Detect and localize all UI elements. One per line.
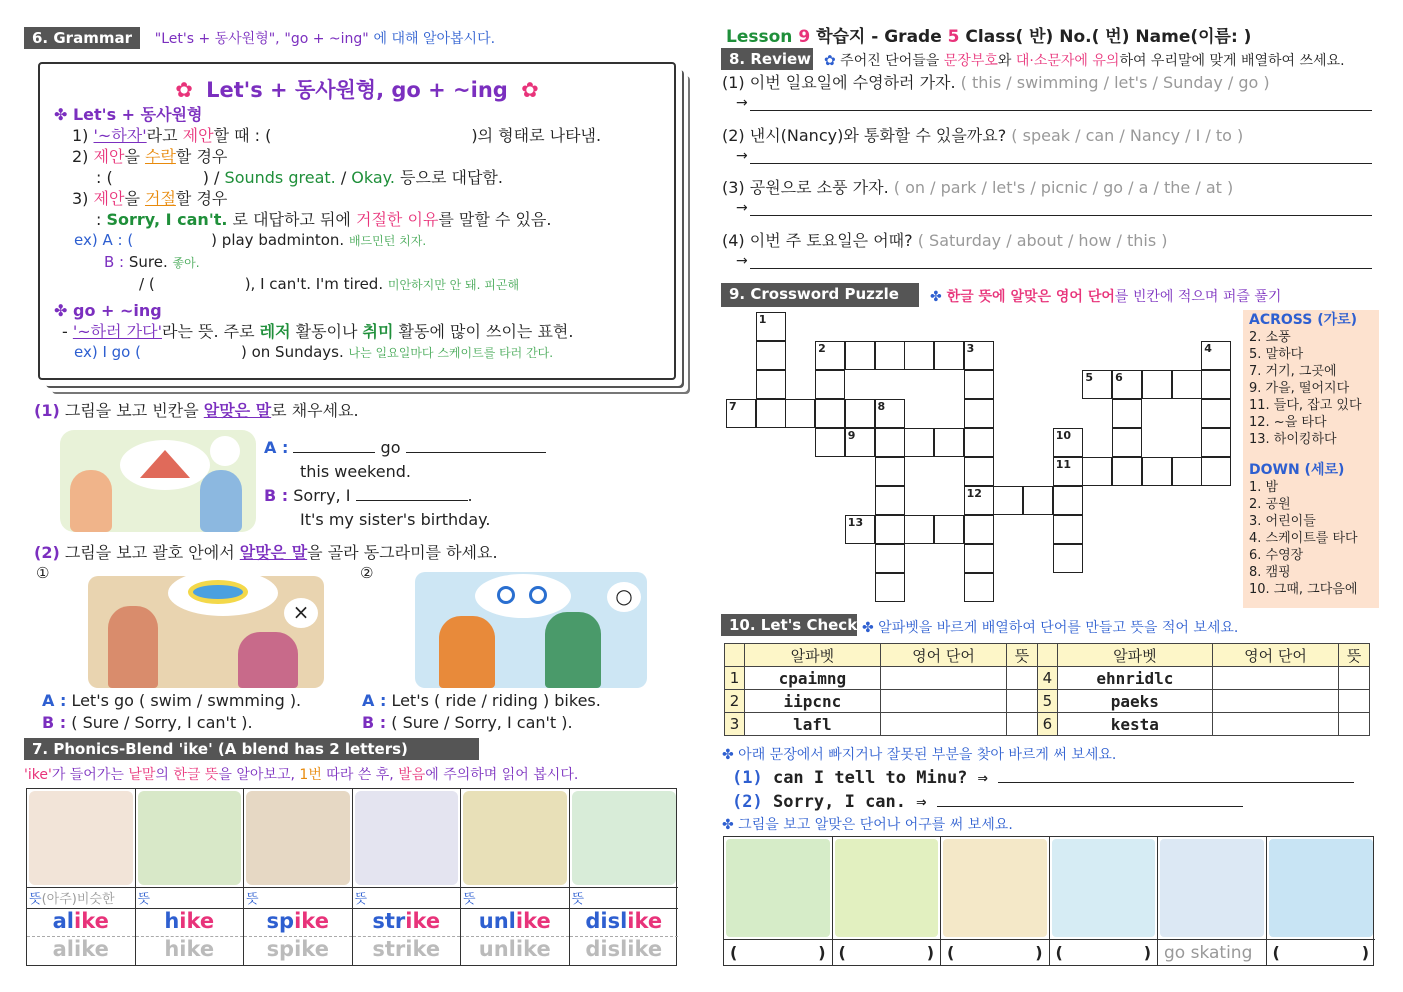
phonics-table bbox=[26, 788, 677, 966]
subtitle-lets: ✤ Let's + 동사원형 bbox=[54, 105, 203, 124]
phonics-label: 7. Phonics-Blend 'ike' (A blend has 2 letters) bbox=[24, 738, 479, 760]
crossword-cell[interactable] bbox=[875, 428, 905, 457]
phonics-instruction: 'ike'가 들어가는 낱말의 한글 뜻을 알아보고, 1번 따라 쓴 후, 발음에 주의하며 읽어 봅시다. bbox=[24, 767, 579, 783]
worksheet-header: Lesson 9 학습지 - Grade 5 Class( 반) No.( 번) Name(이름: ) bbox=[726, 27, 1252, 47]
q1-blank-2[interactable] bbox=[406, 452, 546, 453]
x-mark-icon: × bbox=[284, 598, 318, 628]
crossword-cell-13[interactable]: 13 bbox=[845, 515, 875, 544]
fix-answer-2[interactable] bbox=[937, 806, 1243, 807]
crossword-cell[interactable] bbox=[756, 399, 786, 428]
activity-picture bbox=[1052, 839, 1156, 937]
across-clue: 11. 들다, 잡고 있다 bbox=[1249, 398, 1362, 413]
fix-items: (1) can I tell to Minu? ⇒ (2) Sorry, I can. ⇒ bbox=[732, 766, 1354, 814]
row-number: 5 bbox=[1037, 690, 1057, 713]
grammar-label: 6. Grammar bbox=[24, 27, 140, 49]
crossword-cell[interactable] bbox=[1201, 457, 1231, 486]
scrambled-word: ehnridlc bbox=[1057, 667, 1212, 690]
across-clue: 12. ~을 타다 bbox=[1249, 415, 1327, 430]
crossword-cell[interactable] bbox=[904, 515, 934, 544]
fix-instruction: ✤ 아래 문장에서 빠지거나 잘못된 부분을 찾아 바르게 써 보세요. bbox=[722, 747, 1117, 763]
picture-instruction: ✤ 그림을 보고 알맞은 단어나 어구를 써 보세요. bbox=[722, 817, 1013, 833]
review-item-3: (3) 공원으로 소풍 가자. ( on / park / let's / picnic / go / a / the / at ) → bbox=[722, 175, 1372, 228]
across-clue: 2. 소풍 bbox=[1249, 330, 1291, 345]
meaning-box[interactable] bbox=[461, 887, 569, 909]
meaning-answer[interactable] bbox=[1007, 667, 1038, 690]
phonics-cell-strike bbox=[353, 789, 462, 965]
crossword-cell[interactable] bbox=[964, 370, 994, 399]
scrambled-word: lafl bbox=[745, 713, 881, 736]
crossword-cell[interactable] bbox=[756, 370, 786, 399]
review-item-4: (4) 이번 주 토요일은 어때? ( Saturday / about / how / this ) → bbox=[722, 228, 1372, 281]
across-clue: 9. 가을, 떨어지다 bbox=[1249, 381, 1350, 396]
english-answer[interactable] bbox=[1212, 667, 1338, 690]
picture-answer[interactable]: ( ) bbox=[1050, 939, 1158, 965]
q2-instruction: (2) 그림을 보고 괄호 안에서 알맞은 말을 골라 동그라미를 하세요. bbox=[34, 543, 498, 562]
hike-picture bbox=[138, 791, 242, 885]
down-clue: 8. 캠핑 bbox=[1249, 565, 1291, 580]
fix-answer-1[interactable] bbox=[998, 782, 1354, 783]
crossword-cell[interactable] bbox=[785, 399, 815, 428]
crossword-cell[interactable] bbox=[993, 486, 1023, 515]
crossword-cell-3[interactable]: 3 bbox=[964, 341, 994, 370]
meaning-answer[interactable] bbox=[1339, 713, 1370, 736]
meaning-box[interactable]: 뜻(아주)비슷한 bbox=[27, 887, 135, 909]
activity-picture bbox=[835, 839, 939, 937]
rule-1: 1) '~하자'라고 제안할 때 : ( )의 형태로 나타냄. bbox=[72, 126, 602, 145]
crossword-cell[interactable] bbox=[904, 341, 934, 370]
example-1: ex) A : ( ) play badminton. 배드민턴 치자. bbox=[74, 231, 427, 249]
meaning-label: 뜻 bbox=[354, 892, 368, 907]
row-number: 6 bbox=[1037, 713, 1057, 736]
crossword-cell[interactable] bbox=[1053, 544, 1083, 573]
crossword-cell-9[interactable]: 9 bbox=[845, 428, 875, 457]
crossword-cell[interactable] bbox=[875, 486, 905, 515]
crossword-cell[interactable] bbox=[1142, 457, 1172, 486]
crossword-cell[interactable] bbox=[934, 428, 964, 457]
crossword-cell[interactable] bbox=[964, 428, 994, 457]
review-answer-line[interactable] bbox=[750, 146, 1372, 164]
word-trace-gray[interactable]: strike bbox=[372, 937, 441, 961]
english-answer[interactable] bbox=[880, 690, 1006, 713]
down-clue: 6. 수영장 bbox=[1249, 548, 1304, 563]
crossword-cell[interactable] bbox=[1082, 457, 1112, 486]
across-clue: 13. 하이킹하다 bbox=[1249, 432, 1337, 447]
crossword-cell-1[interactable]: 1 bbox=[756, 312, 786, 341]
word-trace-gray[interactable]: spike bbox=[266, 937, 329, 961]
down-clue: 4. 스케이트를 타다 bbox=[1249, 531, 1358, 546]
down-title: DOWN (세로) bbox=[1249, 462, 1345, 478]
crossword-cell[interactable] bbox=[845, 399, 875, 428]
dislike-picture bbox=[572, 791, 677, 885]
crossword-cell[interactable] bbox=[1112, 457, 1142, 486]
row-number: 1 bbox=[725, 667, 745, 690]
activity-picture bbox=[1269, 839, 1374, 937]
crossword-cell[interactable] bbox=[1201, 370, 1231, 399]
crossword-cell[interactable] bbox=[756, 341, 786, 370]
q2-dialogue-2: A : Let's ( ride / riding ) bikes. B : ( Sure / Sorry, I can't ). bbox=[362, 691, 601, 732]
flower-icon: ✿ bbox=[175, 78, 193, 102]
crossword-cell[interactable] bbox=[875, 573, 905, 602]
q1-instruction: (1) 그림을 보고 빈칸을 알맞은 말로 채우세요. bbox=[34, 401, 359, 420]
crossword-cell[interactable] bbox=[964, 399, 994, 428]
crossword-cell[interactable] bbox=[1142, 370, 1172, 399]
q2-illustration-1 bbox=[88, 576, 324, 688]
row-number: 2 bbox=[725, 690, 745, 713]
crossword-cell[interactable] bbox=[964, 573, 994, 602]
rule-3: 3) 제안을 거절할 경우 bbox=[72, 189, 228, 208]
picture-answer[interactable]: ( ) bbox=[833, 939, 941, 965]
crossword-cell-7[interactable]: 7 bbox=[726, 399, 756, 428]
english-answer[interactable] bbox=[1212, 690, 1338, 713]
review-label: 8. Review bbox=[721, 48, 813, 70]
q2-illustration-2 bbox=[415, 572, 647, 688]
check-row bbox=[725, 713, 1370, 736]
grammar-note-box bbox=[38, 62, 676, 380]
review-item-1: (1) 이번 일요일에 수영하러 가자. ( this / swimming / let's / Sunday / go ) → bbox=[722, 70, 1372, 123]
phonics-cell-hike bbox=[136, 789, 245, 965]
check-row bbox=[725, 667, 1370, 690]
flower-icon: ✿ bbox=[521, 78, 539, 102]
meaning-label: 뜻 bbox=[571, 892, 585, 907]
col-english: 영어 단어 bbox=[880, 644, 1006, 667]
crossword-cell-2[interactable]: 2 bbox=[815, 341, 845, 370]
meaning-answer[interactable] bbox=[1007, 690, 1038, 713]
down-clue: 1. 밤 bbox=[1249, 480, 1279, 495]
crossword-cell[interactable] bbox=[904, 428, 934, 457]
crossword-cell[interactable] bbox=[1112, 399, 1142, 428]
activity-picture bbox=[1160, 839, 1264, 937]
activity-picture bbox=[726, 839, 830, 937]
crossword-cell[interactable] bbox=[1201, 428, 1231, 457]
word-trace-colored: unlike bbox=[461, 909, 569, 937]
check-table bbox=[724, 643, 1370, 736]
crossword-cell[interactable] bbox=[875, 515, 905, 544]
q2-num-1: ① bbox=[36, 564, 50, 582]
crossword-cell[interactable] bbox=[964, 457, 994, 486]
crossword-cell[interactable] bbox=[934, 341, 964, 370]
grammar-title-2: "go + ~ing" bbox=[284, 31, 369, 47]
col-meaning-2: 뜻 bbox=[1339, 644, 1370, 667]
phonics-cell-dislike bbox=[570, 789, 679, 965]
word-trace-gray[interactable]: alike bbox=[52, 937, 109, 961]
q1-dialogue: A : go this weekend. B : Sorry, I . It's my sister's birthday. bbox=[264, 436, 546, 532]
col-english-2: 영어 단어 bbox=[1212, 644, 1338, 667]
col-alphabet: 알파벳 bbox=[745, 644, 881, 667]
unlike-picture bbox=[463, 791, 567, 885]
review-answer-line[interactable] bbox=[750, 251, 1372, 269]
check-instruction: ✤ 알파벳을 바르게 배열하여 단어를 만들고 뜻을 적어 보세요. bbox=[862, 620, 1239, 636]
crossword-cell[interactable] bbox=[1172, 457, 1202, 486]
crossword-cell-5[interactable]: 5 bbox=[1082, 370, 1112, 399]
check-row bbox=[725, 690, 1370, 713]
scrambled-word: cpaimng bbox=[745, 667, 881, 690]
picture-cell bbox=[941, 837, 1050, 965]
review-items bbox=[722, 70, 1372, 280]
crossword-grid bbox=[726, 312, 1246, 608]
crossword-cell[interactable] bbox=[845, 341, 875, 370]
meaning-box[interactable] bbox=[136, 887, 244, 909]
review-answer-line[interactable] bbox=[750, 198, 1372, 216]
crossword-cell-11[interactable]: 11 bbox=[1053, 457, 1083, 486]
spike-picture bbox=[246, 791, 350, 885]
across-title: ACROSS (가로) bbox=[1249, 312, 1358, 328]
word-trace-gray[interactable]: dislike bbox=[585, 937, 663, 961]
row-number: 4 bbox=[1037, 667, 1057, 690]
crossword-cell-10[interactable]: 10 bbox=[1053, 428, 1083, 457]
picture-cell bbox=[833, 837, 942, 965]
q1-blank-3[interactable] bbox=[356, 500, 468, 501]
english-answer[interactable] bbox=[880, 667, 1006, 690]
crossword-cell[interactable] bbox=[1023, 486, 1053, 515]
q1-blank-1[interactable] bbox=[293, 452, 375, 453]
meaning-label: 뜻 bbox=[463, 892, 476, 907]
crossword-cell[interactable] bbox=[934, 515, 964, 544]
meaning-box[interactable] bbox=[244, 887, 352, 909]
subtitle-go-ing: ✤ go + ~ing bbox=[54, 301, 162, 320]
crossword-cell[interactable] bbox=[964, 515, 994, 544]
picture-answer[interactable]: ( ) bbox=[724, 939, 832, 965]
crossword-cell[interactable] bbox=[964, 544, 994, 573]
crossword-cell-8[interactable]: 8 bbox=[875, 399, 905, 428]
meaning-box[interactable] bbox=[353, 887, 461, 909]
meaning-box[interactable] bbox=[570, 887, 679, 909]
crossword-cell[interactable] bbox=[1201, 399, 1231, 428]
crossword-cell-12[interactable]: 12 bbox=[964, 486, 994, 515]
across-clue: 7. 거기, 그곳에 bbox=[1249, 364, 1337, 379]
review-instruction: ✿ 주어진 단어들을 문장부호와 대·소문자에 유의하여 우리말에 맞게 배열하여 쓰세요. bbox=[824, 53, 1345, 69]
word-trace-gray[interactable]: unlike bbox=[478, 937, 551, 961]
activity-picture bbox=[943, 839, 1047, 937]
q2-dialogue-1: A : Let's go ( swim / swmming ). B : ( Sure / Sorry, I can't ). bbox=[42, 691, 302, 732]
alike-picture bbox=[29, 791, 133, 885]
grammar-section-header bbox=[24, 28, 495, 48]
q1-illustration bbox=[60, 430, 256, 532]
word-trace-colored: hike bbox=[136, 909, 244, 937]
example-2: ex) I go ( ) on Sundays. 나는 일요일마다 스케이트를 타러 간다. bbox=[74, 343, 554, 361]
meaning-label: 뜻 bbox=[29, 892, 42, 907]
crossword-cell[interactable] bbox=[815, 370, 845, 399]
crossword-cell[interactable] bbox=[875, 341, 905, 370]
crossword-cell[interactable] bbox=[1053, 515, 1083, 544]
down-clue: 2. 공원 bbox=[1249, 497, 1291, 512]
english-answer[interactable] bbox=[880, 713, 1006, 736]
picture-cell bbox=[724, 837, 833, 965]
down-clue: 3. 어린이들 bbox=[1249, 514, 1316, 529]
check-label: 10. Let's Check bbox=[721, 614, 857, 636]
meaning-label: 뜻 bbox=[246, 892, 259, 907]
crossword-cell[interactable] bbox=[815, 399, 845, 428]
word-trace-colored: spike bbox=[244, 909, 352, 937]
crossword-cell[interactable] bbox=[875, 457, 905, 486]
col-meaning: 뜻 bbox=[1007, 644, 1038, 667]
picture-cell bbox=[1158, 837, 1267, 965]
review-answer-line[interactable] bbox=[750, 93, 1372, 111]
grammar-title-rest: 에 대해 알아봅시다. bbox=[373, 31, 496, 47]
down-clue: 10. 그때, 그다음에 bbox=[1249, 582, 1358, 597]
word-trace-gray[interactable]: hike bbox=[164, 937, 215, 961]
scrambled-word: kesta bbox=[1057, 713, 1212, 736]
crossword-cell-4[interactable]: 4 bbox=[1201, 341, 1231, 370]
review-item-2: (2) 낸시(Nancy)와 통화할 수 있을까요? ( speak / can / Nancy / I / to ) → bbox=[722, 123, 1372, 176]
meaning-label: 뜻 bbox=[137, 892, 151, 907]
circle-mark-icon: ○ bbox=[607, 582, 641, 612]
picture-cell bbox=[1267, 837, 1376, 965]
meaning-answer[interactable] bbox=[1339, 690, 1370, 713]
picture-cell bbox=[1050, 837, 1159, 965]
row-number: 3 bbox=[725, 713, 745, 736]
scrambled-word: paeks bbox=[1057, 690, 1212, 713]
word-trace-colored: strike bbox=[353, 909, 461, 937]
meaning-answer[interactable] bbox=[1007, 713, 1038, 736]
crossword-cell[interactable] bbox=[815, 428, 845, 457]
picture-answer[interactable]: go skating bbox=[1158, 939, 1266, 965]
crossword-cell[interactable] bbox=[1112, 428, 1142, 457]
example-1-b2: / ( ), I can't. I'm tired. 미안하지만 안 돼. 피곤해 bbox=[139, 275, 520, 293]
col-alphabet-2: 알파벳 bbox=[1057, 644, 1212, 667]
scrambled-word: iipcnc bbox=[745, 690, 881, 713]
example-1-b: B : Sure. 좋아. bbox=[104, 253, 200, 271]
crossword-label: 9. Crossword Puzzle bbox=[721, 283, 919, 307]
phonics-cell-alike bbox=[27, 789, 136, 965]
go-ing-rule: - '~하러 가다'라는 뜻. 주로 레저 활동이나 취미 활동에 많이 쓰이는 표현. bbox=[62, 322, 574, 341]
picture-answer[interactable]: ( ) bbox=[1267, 939, 1376, 965]
picture-answer[interactable]: ( ) bbox=[941, 939, 1049, 965]
word-trace-colored: dislike bbox=[570, 909, 679, 937]
rule-2-answer: : ( ) / Sounds great. / Okay. 등으로 대답함. bbox=[96, 168, 503, 187]
q2-num-2: ② bbox=[360, 564, 374, 582]
phonics-cell-spike bbox=[244, 789, 353, 965]
meaning-answer[interactable] bbox=[1339, 667, 1370, 690]
picture-row bbox=[723, 836, 1374, 966]
crossword-cell[interactable] bbox=[1053, 486, 1083, 515]
english-answer[interactable] bbox=[1212, 713, 1338, 736]
crossword-cell[interactable] bbox=[875, 544, 905, 573]
grammar-box-title-text: Let's + 동사원형, go + ~ing bbox=[206, 78, 508, 102]
crossword-clues bbox=[1243, 310, 1379, 608]
phonics-cell-unlike bbox=[461, 789, 570, 965]
strike-picture bbox=[355, 791, 459, 885]
grammar-box-title bbox=[40, 74, 674, 104]
crossword-cell-6[interactable]: 6 bbox=[1112, 370, 1142, 399]
word-trace-colored: alike bbox=[27, 909, 135, 937]
across-clue: 5. 말하다 bbox=[1249, 347, 1304, 362]
grammar-title-1: "Let's + 동사원형", bbox=[154, 31, 280, 47]
crossword-cell[interactable] bbox=[1172, 370, 1202, 399]
rule-2: 2) 제안을 수락할 경우 bbox=[72, 147, 228, 166]
crossword-instruction: ✤ 한글 뜻에 알맞은 영어 단어를 빈칸에 적으며 퍼즐 풀기 bbox=[930, 289, 1282, 305]
rule-3-answer: : Sorry, I can't. 로 대답하고 뒤에 거절한 이유를 말할 수 있음. bbox=[96, 210, 552, 229]
